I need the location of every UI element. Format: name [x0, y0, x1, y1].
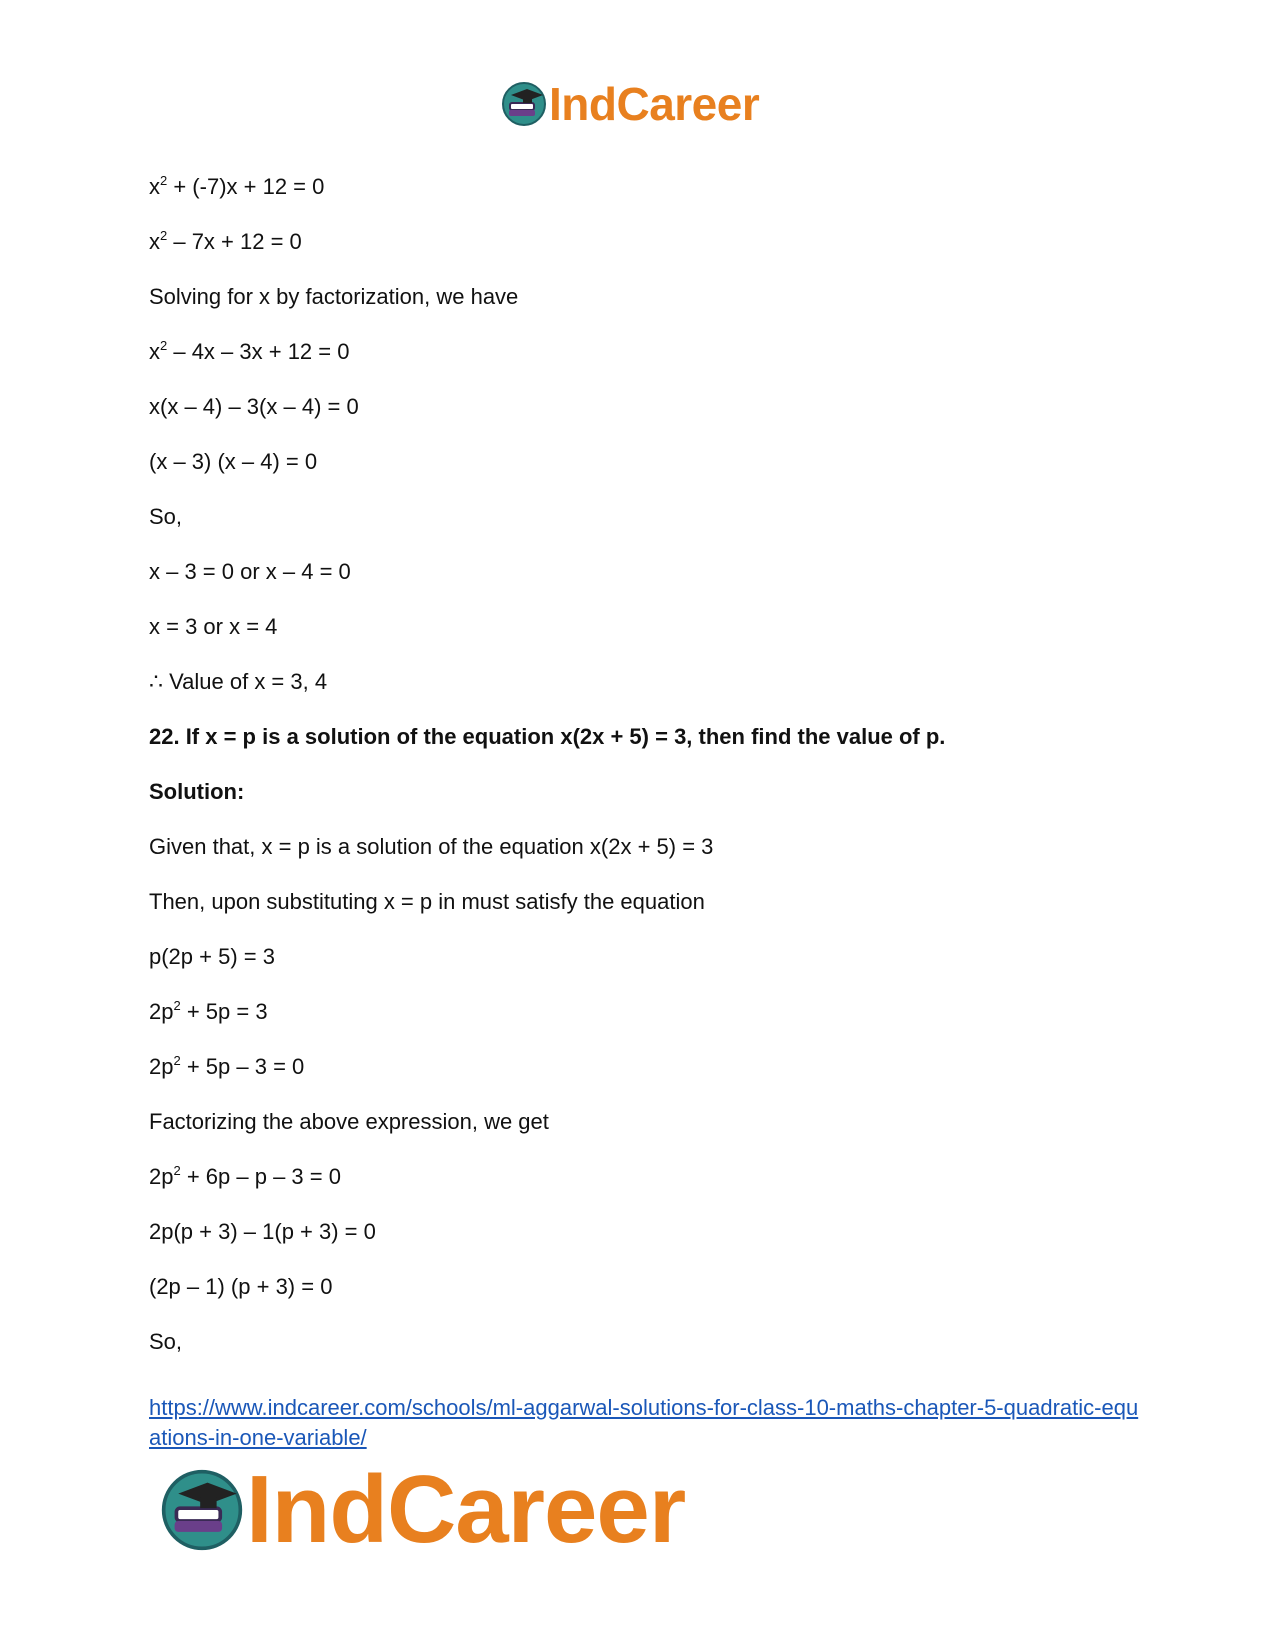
text-line [149, 227, 1129, 282]
document-body [149, 172, 1129, 1382]
text-line-part: x – 3 = 0 or x – 4 = 0 [149, 559, 351, 584]
text-line-part: Given that, x = p is a solution of the equation x(2x + 5) = 3 [149, 834, 714, 859]
text-line-part: x [149, 174, 160, 199]
superscript: 2 [160, 228, 168, 243]
text-line [149, 612, 1129, 667]
graduation-book-icon [501, 81, 547, 127]
text-line [149, 722, 1129, 777]
superscript: 2 [173, 998, 181, 1013]
text-line-part: + 5p = 3 [180, 999, 268, 1024]
text-line-part: Solution: [149, 779, 245, 804]
text-line [149, 172, 1129, 227]
text-line [149, 777, 1129, 832]
graduation-book-icon [160, 1468, 244, 1552]
header-logo-text: IndCareer [549, 78, 760, 130]
text-line-part: Factorizing the above expression, we get [149, 1109, 549, 1134]
text-line [149, 997, 1129, 1052]
superscript: 2 [173, 1163, 181, 1178]
text-line-part: (x – 3) (x – 4) = 0 [149, 449, 318, 474]
footer-logo [160, 1456, 686, 1563]
text-line-part: p(2p + 5) = 3 [149, 944, 275, 969]
text-line [149, 502, 1129, 557]
text-line-part: – 7x + 12 = 0 [167, 229, 302, 254]
text-line [149, 282, 1129, 337]
superscript: 2 [160, 338, 168, 353]
text-line-part: – 4x – 3x + 12 = 0 [167, 339, 350, 364]
text-line-part: ∴ Value of x = 3, 4 [149, 669, 328, 694]
text-line-part: So, [149, 504, 183, 529]
text-line-part: 2p(p + 3) – 1(p + 3) = 0 [149, 1219, 376, 1244]
text-line-part: x(x – 4) – 3(x – 4) = 0 [149, 394, 359, 419]
text-line-part: x [149, 339, 160, 364]
text-line-part: x [149, 229, 160, 254]
text-line-part: + 5p – 3 = 0 [180, 1054, 305, 1079]
text-line-part: 22. If x = p is a solution of the equation x(2x + 5) = 3, then find the value of p. [149, 724, 946, 749]
footer-logo-text: IndCareer [246, 1456, 686, 1563]
text-line [149, 1327, 1129, 1382]
text-line [149, 557, 1129, 612]
text-line-part: So, [149, 1329, 183, 1354]
text-line [149, 392, 1129, 447]
text-line [149, 887, 1129, 942]
text-line-part: 2p [149, 999, 174, 1024]
text-line-part: (2p – 1) (p + 3) = 0 [149, 1274, 333, 1299]
text-line [149, 447, 1129, 502]
text-line [149, 1272, 1129, 1327]
source-link[interactable]: https://www.indcareer.com/schools/ml-aggarwal-solutions-for-class-10-maths-chapter-5-quadratic-equations-in-one-variable/ [149, 1395, 1139, 1450]
text-line [149, 1162, 1129, 1217]
text-line [149, 337, 1129, 392]
text-line [149, 1217, 1129, 1272]
text-line [149, 942, 1129, 997]
text-line-part: 2p [149, 1054, 174, 1079]
text-line-part: + (-7)x + 12 = 0 [167, 174, 325, 199]
text-line [149, 1107, 1129, 1162]
text-line-part: 2p [149, 1164, 174, 1189]
text-line [149, 832, 1129, 887]
text-line [149, 667, 1129, 722]
text-line [149, 1052, 1129, 1107]
text-line-part: Solving for x by factorization, we have [149, 284, 519, 309]
text-line-part: x = 3 or x = 4 [149, 614, 278, 639]
superscript: 2 [173, 1053, 181, 1068]
superscript: 2 [160, 173, 168, 188]
text-line-part: + 6p – p – 3 = 0 [180, 1164, 341, 1189]
text-line-part: Then, upon substituting x = p in must satisfy the equation [149, 889, 705, 914]
header-logo [501, 80, 759, 128]
